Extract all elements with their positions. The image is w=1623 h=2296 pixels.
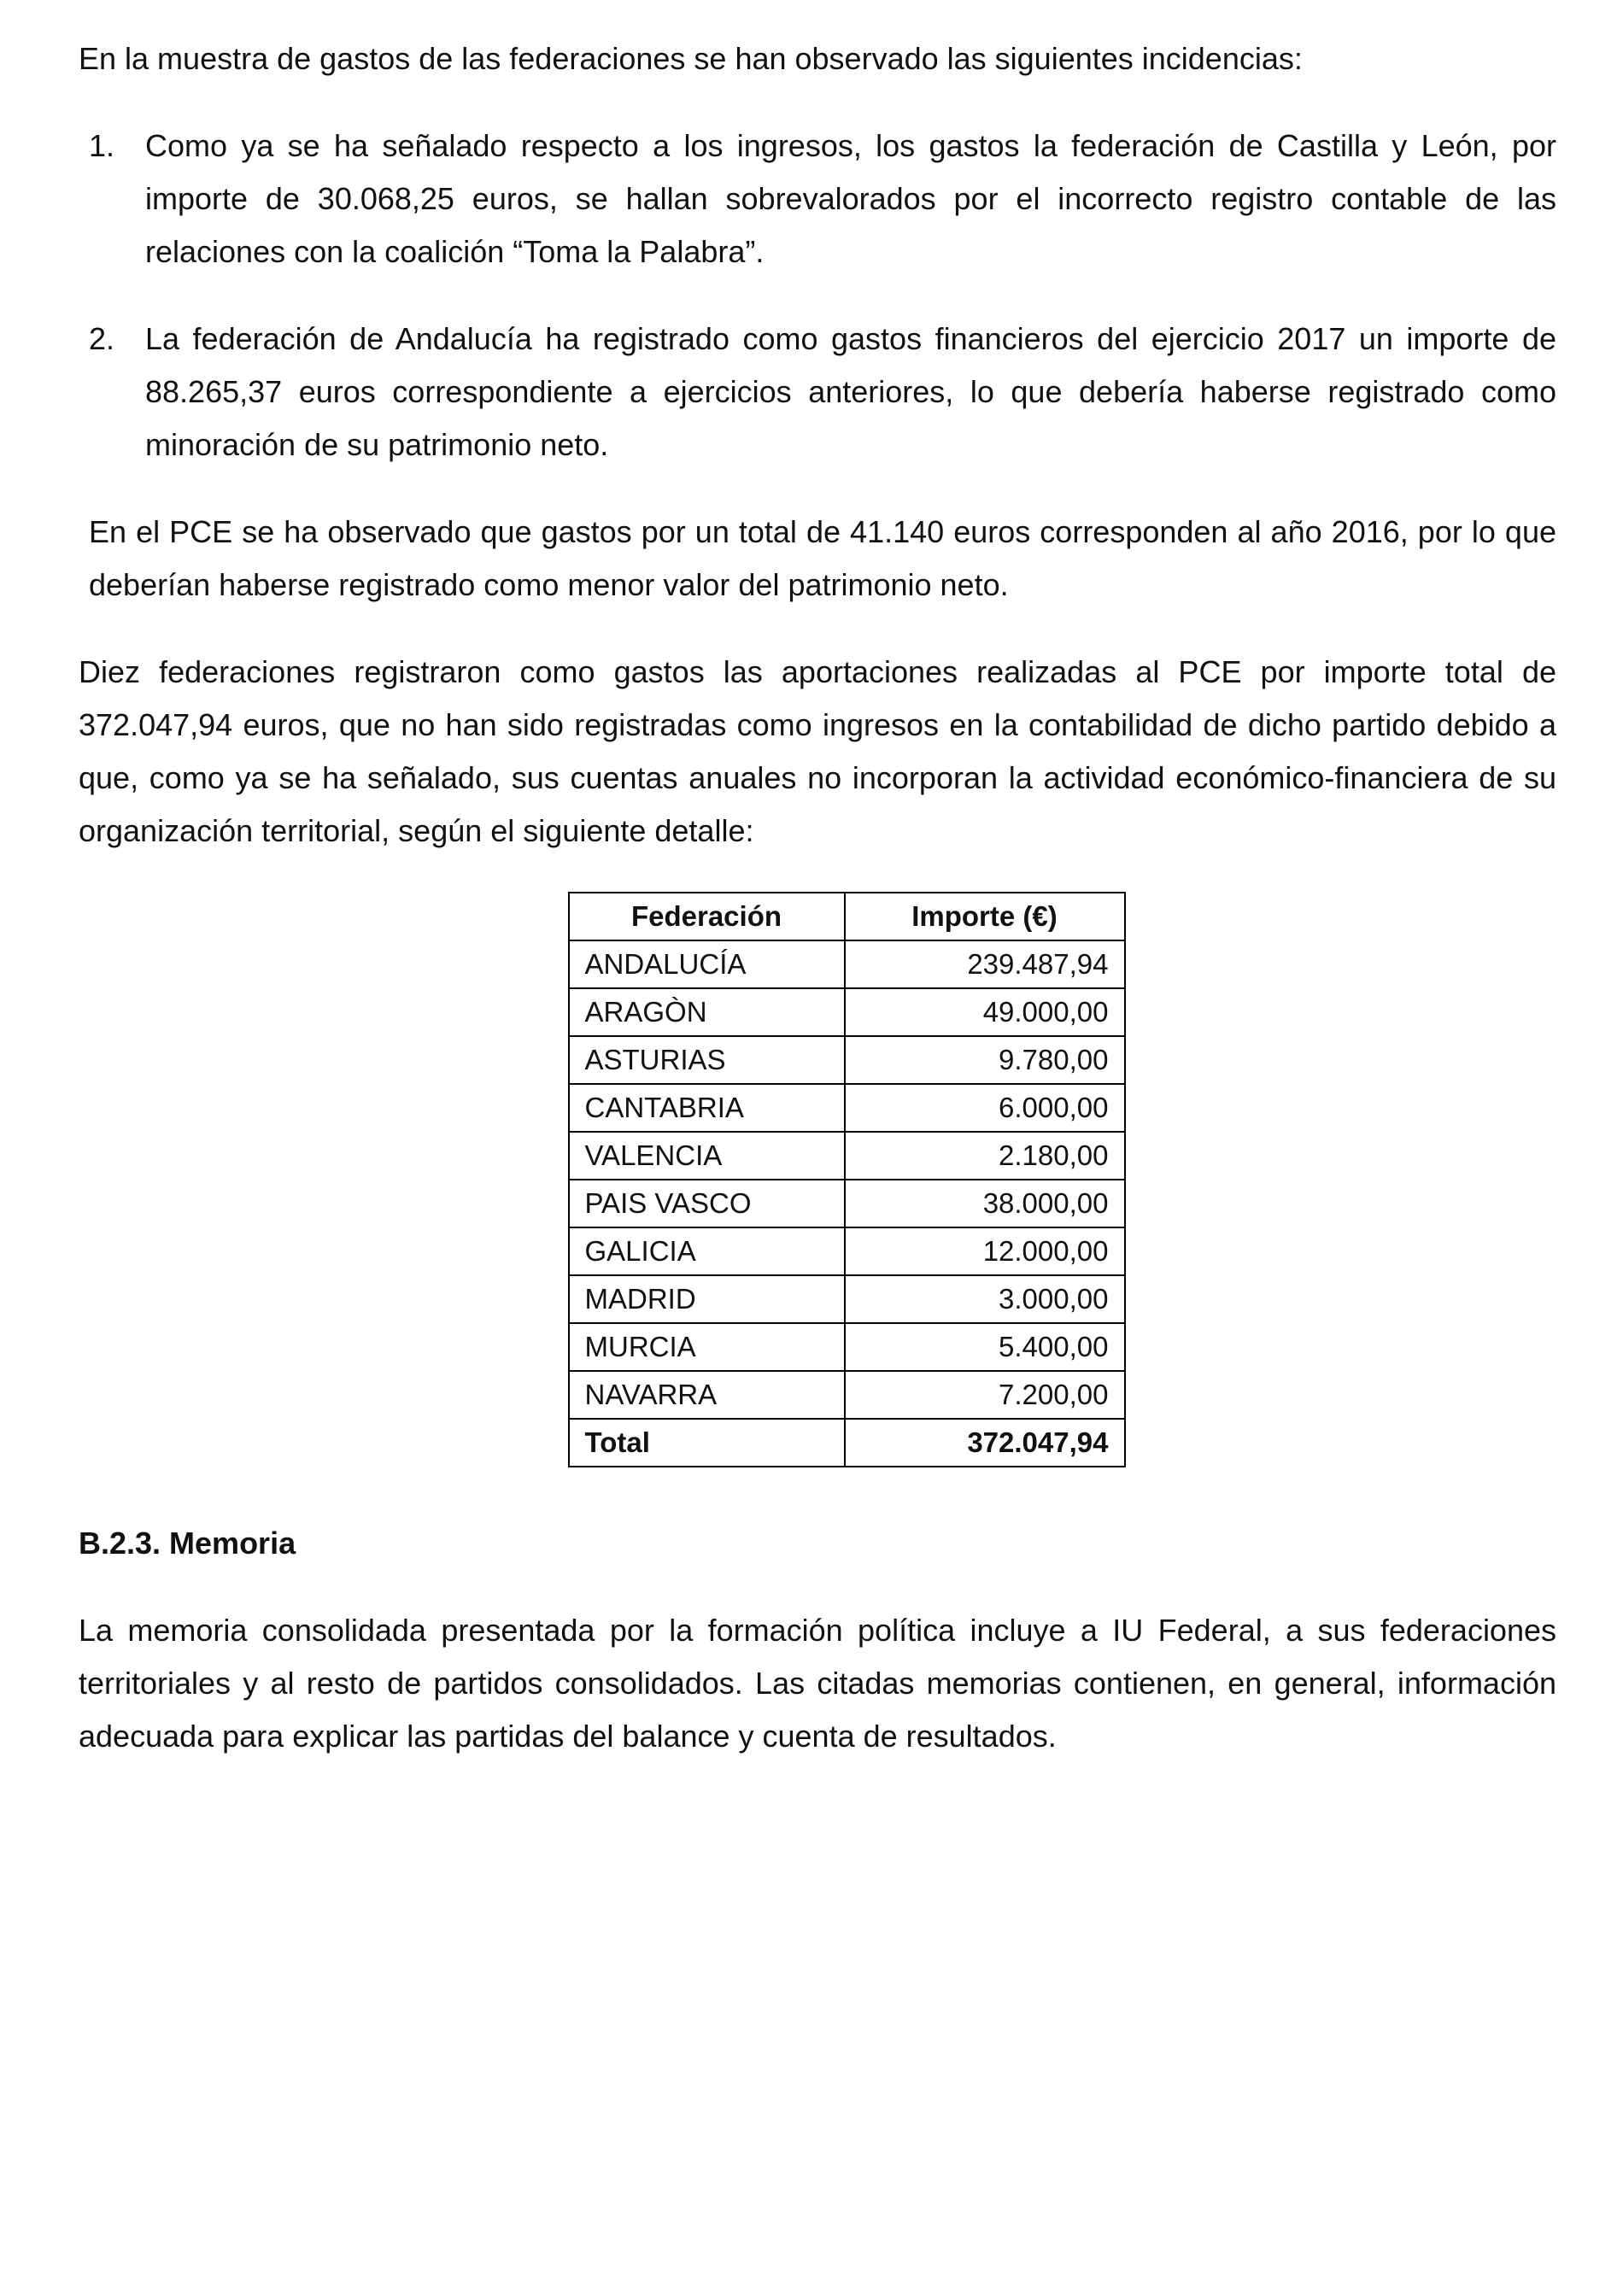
list-item (79, 120, 1556, 278)
table-row (569, 1180, 1125, 1227)
list-item-text: Como ya se ha señalado respecto a los ingresos, los gastos la federación de Castilla y León, por importe de 30.068,25 euros, se hallan sobrevalorados por el incorrecto registro contable de las relaciones con la coalición “Toma la Palabra”. (145, 128, 1556, 269)
cell-federacion: MADRID (569, 1275, 845, 1323)
table-header-row (569, 893, 1125, 940)
intro-paragraph: En la muestra de gastos de las federaciones se han observado las siguientes incidencias: (79, 41, 1303, 76)
table-row (569, 1371, 1125, 1419)
cell-importe: 7.200,00 (845, 1371, 1125, 1419)
total-value: 372.047,94 (845, 1419, 1125, 1467)
table-row (569, 1132, 1125, 1180)
cell-importe: 38.000,00 (845, 1180, 1125, 1227)
federations-table (568, 892, 1126, 1467)
cell-federacion: NAVARRA (569, 1371, 845, 1419)
table-row (569, 1227, 1125, 1275)
cell-federacion: MURCIA (569, 1323, 845, 1371)
section-heading: B.2.3. Memoria (79, 1526, 296, 1561)
cell-importe: 5.400,00 (845, 1323, 1125, 1371)
cell-federacion: ANDALUCÍA (569, 940, 845, 988)
cell-importe: 2.180,00 (845, 1132, 1125, 1180)
table-row (569, 1036, 1125, 1084)
cell-federacion: CANTABRIA (569, 1084, 845, 1132)
list-item-text: La federación de Andalucía ha registrado como gastos financieros del ejercicio 2017 un importe de 88.265,37 euros correspondiente a ejercicios anteriores, lo que debería haberse registrado como minoración de su patrimonio neto. (145, 321, 1556, 462)
pce-paragraph: En el PCE se ha observado que gastos por un total de 41.140 euros corresponden al año 2016, por lo que deberían haberse registrado como menor valor del patrimonio neto. (89, 514, 1556, 602)
cell-importe: 9.780,00 (845, 1036, 1125, 1084)
cell-importe: 6.000,00 (845, 1084, 1125, 1132)
table-total-row (569, 1419, 1125, 1467)
column-header-federacion: Federación (569, 893, 845, 940)
column-header-importe: Importe (€) (845, 893, 1125, 940)
table-row (569, 988, 1125, 1036)
cell-importe: 239.487,94 (845, 940, 1125, 988)
cell-importe: 3.000,00 (845, 1275, 1125, 1323)
cell-federacion: PAIS VASCO (569, 1180, 845, 1227)
cell-federacion: GALICIA (569, 1227, 845, 1275)
cell-importe: 12.000,00 (845, 1227, 1125, 1275)
table-row (569, 1275, 1125, 1323)
table-row (569, 1084, 1125, 1132)
table-container (79, 892, 1556, 1467)
total-label: Total (569, 1419, 845, 1467)
list-item-number: 1. (89, 128, 115, 163)
list-item (79, 313, 1556, 472)
document-page (79, 32, 1556, 1763)
incidents-list (79, 120, 1556, 472)
memoria-paragraph: La memoria consolidada presentada por la formación política incluye a IU Federal, a sus federaciones territoriales y al resto de partidos consolidados. Las citadas memorias contienen, en general, información adecuada para explicar las partidas del balance y cuenta de resultados. (79, 1613, 1556, 1754)
table-row (569, 1323, 1125, 1371)
federations-paragraph: Diez federaciones registraron como gastos las aportaciones realizadas al PCE por importe total de 372.047,94 euros, que no han sido registradas como ingresos en la contabilidad de dicho partido debido a que, como ya se ha señalado, sus cuentas anuales no incorporan la actividad económico-financiera de su organización territorial, según el siguiente detalle: (79, 654, 1556, 848)
table-row (569, 940, 1125, 988)
cell-federacion: VALENCIA (569, 1132, 845, 1180)
cell-federacion: ASTURIAS (569, 1036, 845, 1084)
cell-importe: 49.000,00 (845, 988, 1125, 1036)
list-item-number: 2. (89, 321, 115, 356)
cell-federacion: ARAGÒN (569, 988, 845, 1036)
